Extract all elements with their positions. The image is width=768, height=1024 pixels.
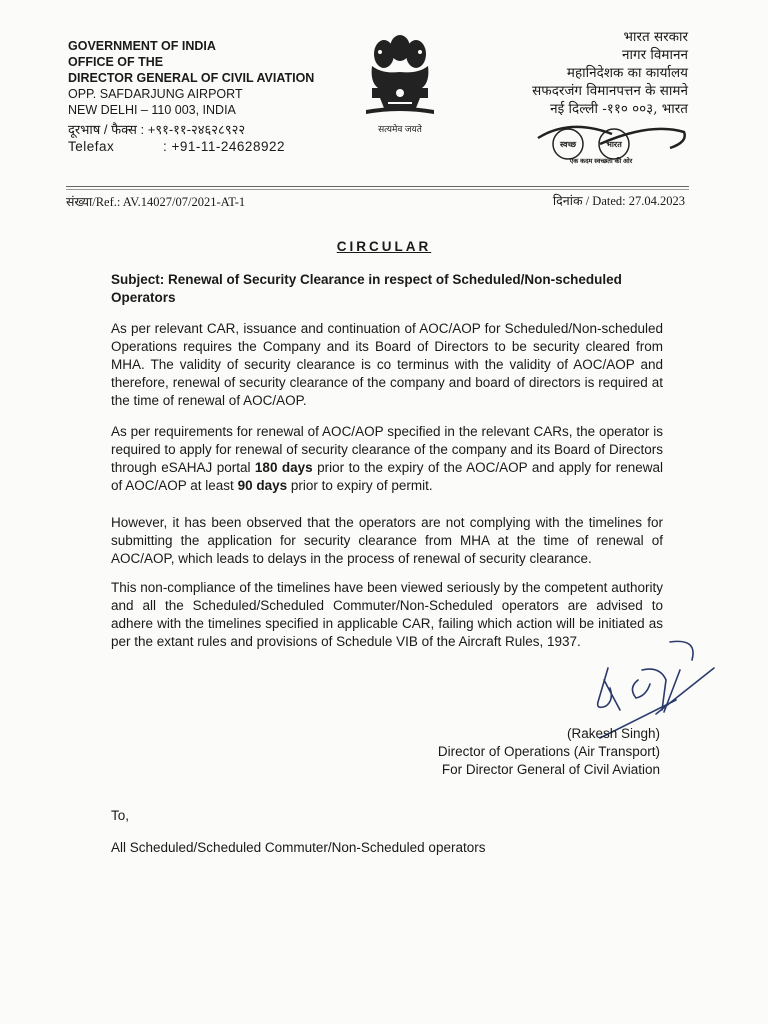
telefax-line	[68, 139, 285, 154]
signatory-block	[438, 725, 660, 779]
recipients-line: All Scheduled/Scheduled Commuter/Non-Scheduled operators	[111, 840, 486, 855]
national-emblem-icon	[358, 26, 442, 120]
phone-line: दूरभाष / फैक्स : +९१-११-२४६२८९२२	[68, 122, 246, 137]
hindi-line-2: नागर विमानन	[622, 47, 688, 63]
swachh-left-text: स्वच्छ	[559, 140, 577, 149]
emblem-motto: सत्यमेव जयते	[378, 124, 422, 134]
document-date: दिनांक / Dated: 27.04.2023	[552, 194, 685, 208]
header-hindi-block	[532, 28, 688, 118]
paragraph-2	[111, 423, 663, 495]
hindi-line-4: सफदरजंग विमानपत्तन के सामने	[532, 83, 688, 99]
paragraph-2-90-days: 90 days	[237, 478, 288, 493]
telefax-value: : +91-11-24628922	[163, 139, 285, 154]
address-line-1: OPP. SAFDARJUNG AIRPORT	[68, 87, 243, 101]
hindi-line-1: भारत सरकार	[623, 29, 688, 45]
document-title	[0, 239, 768, 254]
address-line-2: NEW DELHI – 110 003, INDIA	[68, 103, 236, 117]
signatory-designation: Director of Operations (Air Transport)	[437, 744, 660, 759]
paragraph-1: As per relevant CAR, issuance and continuation of AOC/AOP for Scheduled/Non-scheduled Operations requires the Company and its Board of Directors to be security cleared from MHA. The validity of security clearance is co terminus with the validity of AOC/AOP and therefore, renewal of security clearance of the company and board of directors is required at the time of renewal of AOC/AOP.	[111, 321, 663, 408]
header-divider-2	[66, 189, 689, 190]
org-line-2: OFFICE OF THE	[68, 55, 164, 69]
subject-line: Subject: Renewal of Security Clearance in respect of Scheduled/Non-scheduled Operators	[111, 272, 622, 305]
header-divider	[66, 186, 689, 187]
swachh-right-text: भारत	[606, 140, 622, 149]
header-org-block	[68, 38, 314, 118]
signatory-for-line: For Director General of Civil Aviation	[441, 762, 660, 777]
paragraph-2-part-e: prior to expiry of permit.	[287, 478, 433, 493]
paragraph-2-part-c: prior to the expiry of the AOC/AOP and apply for renewal of AOC/AOP at least	[111, 460, 663, 493]
paragraph-3: However, it has been observed that the operators are not complying with the timelines for submitting the application for security clearance from MHA at the time of renewal of AOC/AOP, which leads to delays in the process of renewal of security clearance.	[111, 515, 663, 566]
hindi-line-5: नई दिल्ली -११० ००३, भारत	[550, 101, 688, 117]
reference-number: संख्या/Ref.: AV.14027/07/2021-AT-1	[66, 195, 246, 209]
telefax-label: Telefax	[68, 139, 115, 154]
org-line-3: DIRECTOR GENERAL OF CIVIL AVIATION	[68, 71, 315, 85]
paragraph-2-180-days: 180 days	[254, 460, 313, 475]
swachh-tagline: एक कदम स्वच्छता की ओर	[569, 158, 633, 165]
addressee-to: To,	[111, 808, 130, 823]
paragraph-4: This non-compliance of the timelines have been viewed seriously by the competent authority and all the Scheduled/Scheduled Commuter/Non-Scheduled operators are advised to adhere with the timelines specified in applicable CAR, failing which action will be initiated as per the extant rules and provisions of Schedule VIB of the Aircraft Rules, 1937.	[111, 580, 663, 649]
signatory-name: (Rakesh Singh)	[566, 726, 660, 741]
document-title-text: CIRCULAR	[336, 239, 432, 254]
org-line-1: GOVERNMENT OF INDIA	[68, 39, 216, 53]
hindi-line-3: महानिदेशक का कार्यालय	[566, 65, 688, 81]
paragraph-2-part-a: As per requirements for renewal of AOC/AOP specified in the relevant CARs, the operator is required to apply for renewal of security clearance of the company and its Board of Directors through eSAHAJ portal	[111, 424, 663, 475]
